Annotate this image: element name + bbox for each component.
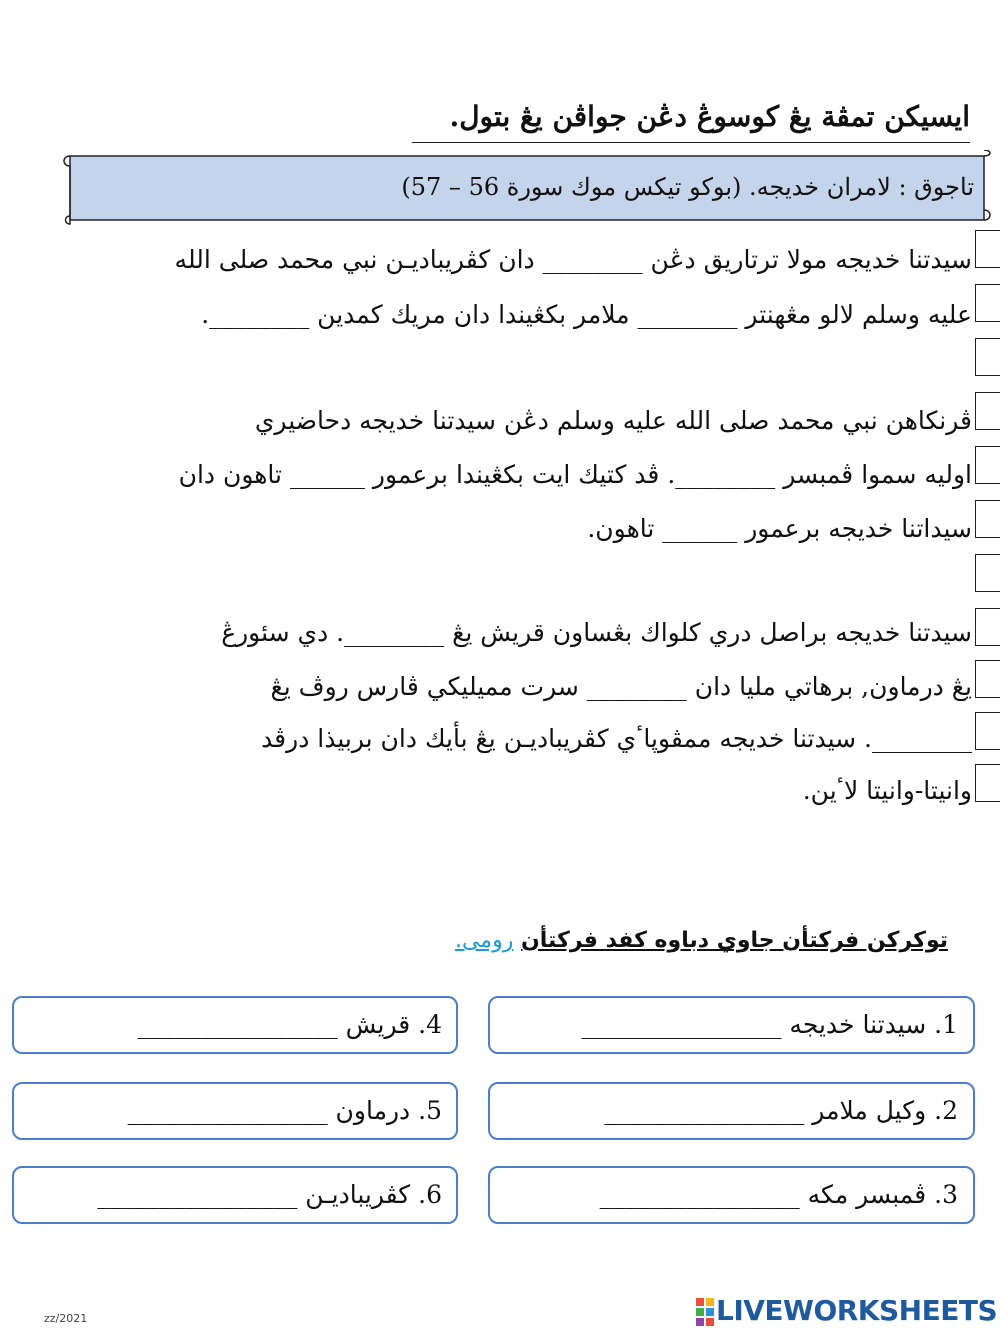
brand-wordmark[interactable]: LIVEWORKSHEETS: [716, 1294, 998, 1327]
checkbox-stub: [975, 660, 1000, 698]
footer-code: zz/2021: [44, 1312, 88, 1325]
worksheet-title: ايسيكن تمڤة يڠ کوسوڠ دڠن جواڤن يڠ بتول.: [449, 100, 970, 133]
passage-line: ڤرنکاهن نبي محمد صلى الله عليه وسلم دڠن سيدتنا خديجه دحاضيري: [254, 406, 972, 435]
instruction: [455, 928, 948, 953]
checkbox-stub: [975, 284, 1000, 322]
passage-line: اوليه سموا ڤمبسر ________. ڤد کتيك ايت بکڠيندا برعمور ______ تاهون دان: [178, 460, 972, 489]
answer-label-6: 6. کڤريباديـن ________________: [97, 1180, 442, 1209]
answer-label-4: 4. قريش ________________: [137, 1010, 442, 1039]
passage-line: وانيتا-وانيتا لاٴين.: [802, 776, 972, 805]
checkbox-stub: [975, 554, 1000, 592]
passage-line: عليه وسلم لالو مڠهنتر ________ ملامر بکڠيندا دان مريك کمدين ________.: [201, 300, 972, 329]
checkbox-stub: [975, 446, 1000, 484]
answer-label-5: 5. درماون ________________: [127, 1096, 442, 1125]
passage-line: يڠ درماون, برهاتي مليا دان ________ سرت مميليکي ڤارس روڤ يڠ: [270, 672, 972, 701]
checkbox-stub: [975, 230, 1000, 268]
checkbox-stub: [975, 338, 1000, 376]
instruction-highlight: رومى.: [454, 928, 514, 953]
passage-line: سيدتنا خديجه براصل دري کلواك بڠساون قريش يڠ ________. دي سئورڠ: [221, 618, 972, 647]
answer-label-2: 2. وکيل ملامر ________________: [604, 1096, 958, 1125]
checkbox-stub: [975, 500, 1000, 538]
checkbox-stub: [975, 608, 1000, 646]
passage-line: سيداتنا خديجه برعمور ______ تاهون.: [587, 514, 972, 543]
instruction-text: توکرکن فرکتأن جاوي دباوه کفد فرکتأن: [521, 928, 948, 953]
checkbox-stub: [975, 764, 1000, 802]
answer-label-3: 3. ڤمبسر مکه ________________: [599, 1180, 958, 1209]
title-underline: [412, 142, 970, 143]
passage-line: سيدتنا خديجه مولا ترتاريق دڠن ________ دان کڤريباديـن نبي محمد صلى الله: [174, 245, 972, 274]
answer-label-1: 1. سيدتنا خديجه ________________: [581, 1010, 958, 1039]
liveworksheets-logo-icon: [696, 1298, 714, 1326]
checkbox-stub: [975, 712, 1000, 750]
checkbox-stub: [975, 392, 1000, 430]
passage-line: ________. سيدتنا خديجه ممڤوڽاٴي کڤريباديـن يڠ بأيك دان بربيذا درڤد: [261, 724, 972, 753]
scroll-title: تاجوق : لامران خديجه. (بوکو تيکس موك سورة 56 – 57): [401, 173, 974, 201]
